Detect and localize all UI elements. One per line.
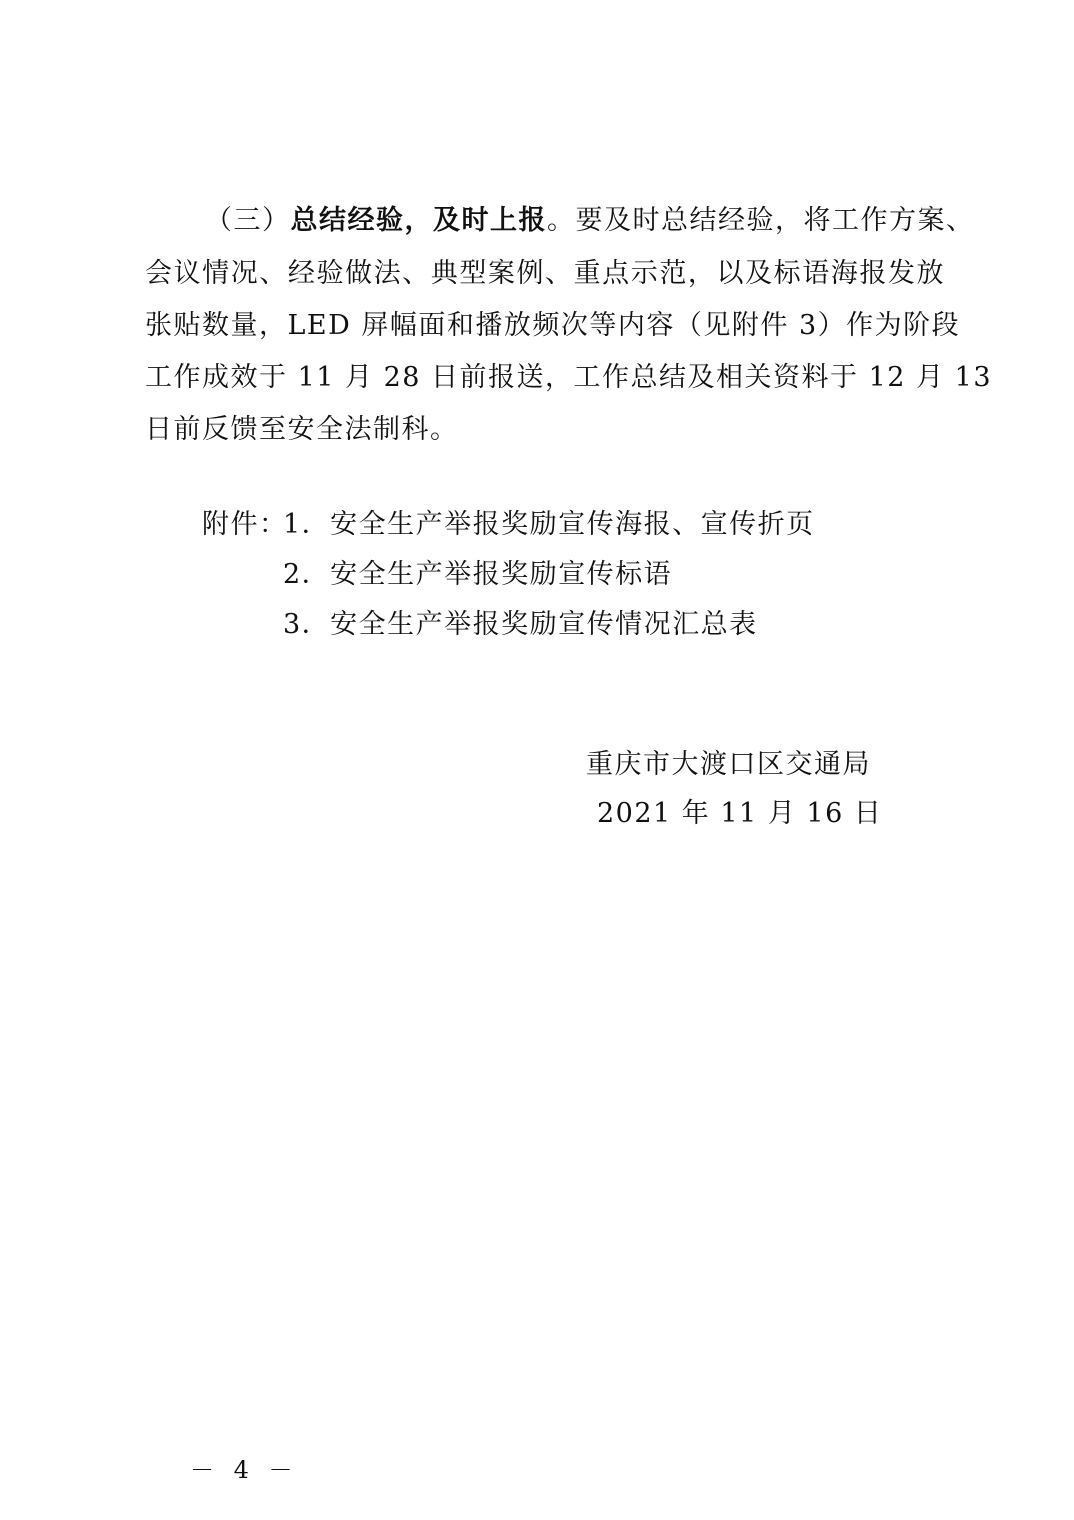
attachment-item: 1．安全生产举报奖励宣传海报、宣传折页 <box>283 509 815 540</box>
paragraph-line-4: 工作成效于 11 月 28 日前报送，工作总结及相关资料于 12 月 13 <box>145 362 993 393</box>
paragraph-line-3: 张贴数量，LED 屏幅面和播放频次等内容（见附件 3）作为阶段 <box>145 310 961 341</box>
section-number: （三） <box>205 205 291 236</box>
attachments-label: 附件： <box>202 509 288 540</box>
paragraph-line-1 <box>205 205 975 237</box>
paragraph-line-2: 会议情况、经验做法、典型案例、重点示范，以及标语海报发放 <box>145 258 945 289</box>
signature-date: 2021 年 11 月 16 日 <box>597 798 883 829</box>
attachment-item: 2．安全生产举报奖励宣传标语 <box>283 559 673 590</box>
section-heading: 总结经验，及时上报 <box>290 205 547 236</box>
page-number: － 4 － <box>190 1456 299 1484</box>
paragraph-line-5: 日前反馈至安全法制科。 <box>145 414 459 445</box>
attachment-item: 3．安全生产举报奖励宣传情况汇总表 <box>283 609 758 640</box>
paragraph-line-1-text: 。要及时总结经验，将工作方案、 <box>547 205 975 236</box>
signature-organization: 重庆市大渡口区交通局 <box>586 749 871 780</box>
